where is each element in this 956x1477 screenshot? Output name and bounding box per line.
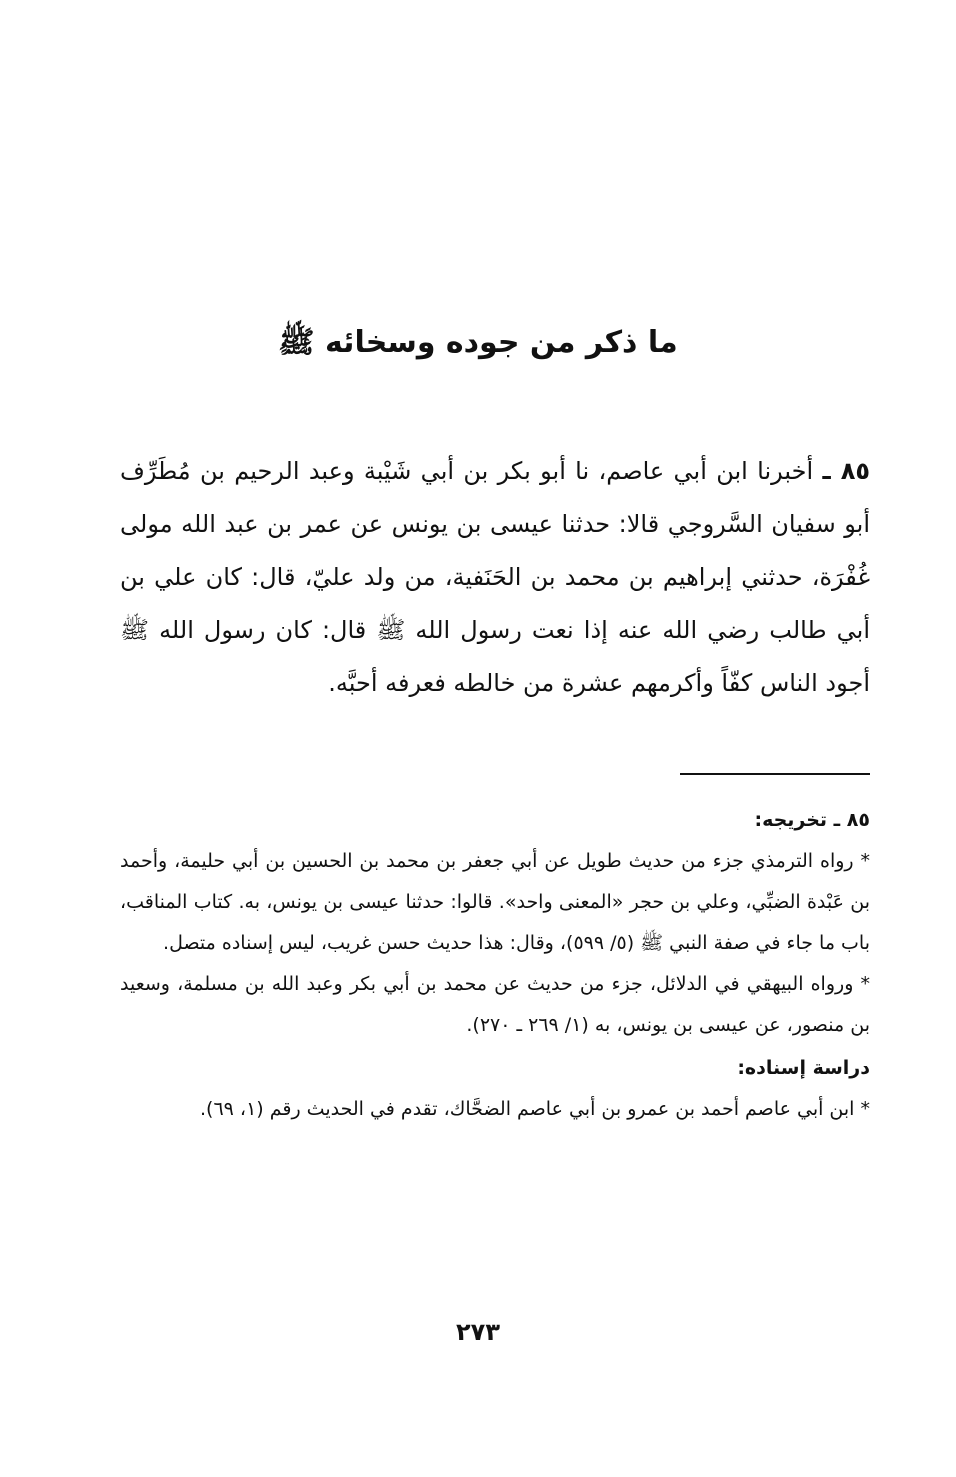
footnotes [120,800,870,1130]
isnad-note-1: * ابن أبي عاصم أحمد بن عمرو بن أبي عاصم الضحَّاك، تقدم في الحديث رقم (١، ٦٩). [200,1098,870,1120]
takhrij-heading: ٨٥ ـ تخريجه: [754,809,870,831]
isnad-heading: دراسة إسناده: [737,1057,870,1079]
chapter-title: ما ذكر من جوده وسخائه ﷺ [278,325,678,360]
takhrij-note-1: * رواه الترمذي جزء من حديث طويل عن أبي جعفر بن محمد بن الحسين بن أبي حليمة، وأحمد بن عَبْدة الضبِّي، وعلي بن حجر «المعنى واحد». قالوا: حدثنا عيسى بن يونس، به. كتاب المناقب، باب ما جاء في صفة النبي ﷺ (٥/ ٥٩٩)، وقال: هذا حديث حسن غريب، ليس إسناده متصل. [120,850,870,954]
hadith-paragraph [120,445,870,710]
takhrij-note-2: * ورواه البيهقي في الدلائل، جزء من حديث عن محمد بن أبي بكر وعبد الله بن مسلمة، وسعيد بن منصور، عن عيسى بن يونس، به (١/ ٢٦٩ ـ ٢٧٠). [120,973,870,1036]
hadith-body [120,445,870,710]
hadith-text: أخبرنا ابن أبي عاصم، نا أبو بكر بن أبي شَيْبة وعبد الرحيم بن مُطَرِّف أبو سفيان السَّروجي قالا: حدثنا عيسى بن يونس عن عمر بن عبد الله مولى غُفْرَة، حدثني إبراهيم بن محمد بن الحَنَفية، من ولد عليّ، قال: كان علي بن أبي طالب رضي الله عنه إذا نعت رسول الله ﷺ قال: كان رسول الله ﷺ أجود الناس كفّاً وأكرمهم عشرة من خالطه فعرفه أحبَّه. [120,457,870,697]
page-number: ٢٧٣ [456,1318,500,1346]
hadith-number: ٨٥ ـ [822,457,870,485]
footnote-divider [680,773,870,775]
